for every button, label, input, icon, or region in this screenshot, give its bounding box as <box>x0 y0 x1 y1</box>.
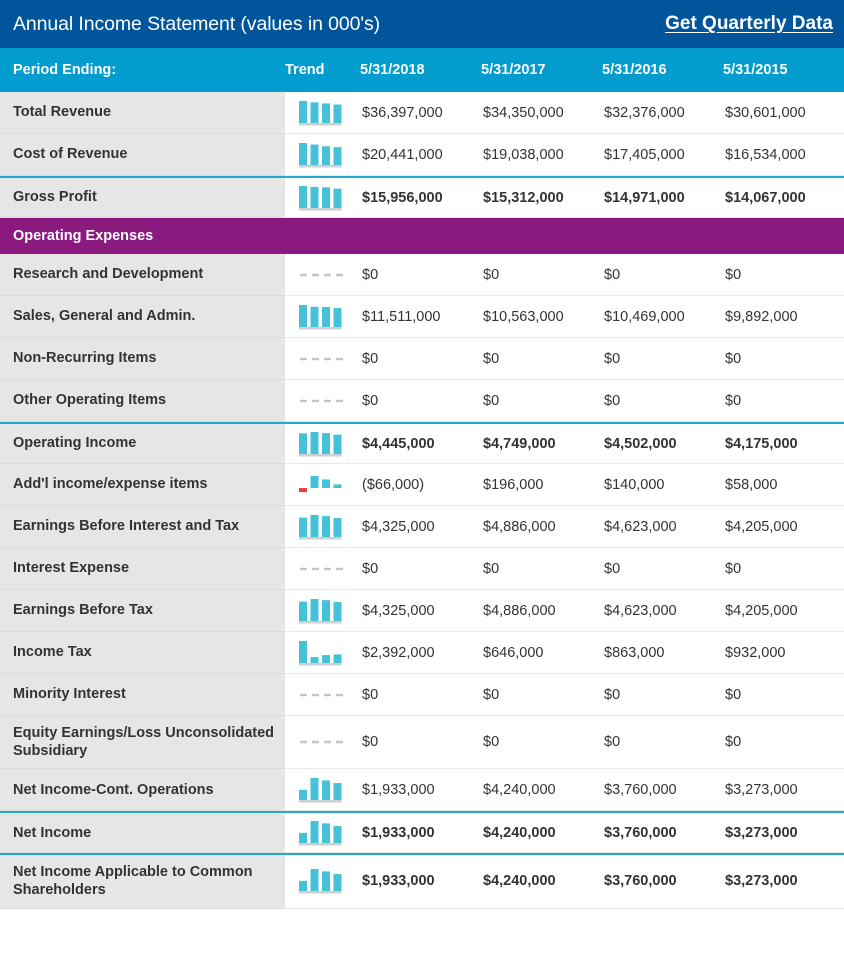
trend-sparkline-icon <box>285 506 360 547</box>
value-cell: $646,000 <box>483 644 544 661</box>
value-cell: $4,240,000 <box>483 781 556 798</box>
row-label: Operating Income <box>0 424 285 464</box>
row-label: Net Income Applicable to Common Shareholders <box>0 855 285 908</box>
row-label: Gross Profit <box>0 178 285 218</box>
column-header-period-2: 5/31/2017 <box>481 62 546 78</box>
trend-sparkline-icon <box>285 548 360 589</box>
value-cell: $58,000 <box>725 476 778 493</box>
value-cell: $3,760,000 <box>604 824 677 841</box>
value-cell: $4,502,000 <box>604 435 677 452</box>
row-label: Net Income <box>0 813 285 853</box>
value-cell: $4,749,000 <box>483 435 556 452</box>
value-cell: $9,892,000 <box>725 308 798 325</box>
table-row <box>0 380 844 422</box>
table-row <box>0 716 844 769</box>
value-cell: $0 <box>725 350 742 367</box>
trend-sparkline-icon <box>285 254 360 295</box>
page-title: Annual Income Statement (values in 000's) <box>13 12 381 35</box>
value-cell: $0 <box>362 392 379 409</box>
value-cell: $14,067,000 <box>725 189 806 206</box>
value-cell: $17,405,000 <box>604 146 685 163</box>
row-label: Sales, General and Admin. <box>0 296 285 338</box>
value-cell: $0 <box>725 560 742 577</box>
row-label: Net Income-Cont. Operations <box>0 769 285 811</box>
table-row <box>0 769 844 811</box>
table-row <box>0 422 844 464</box>
table-row <box>0 254 844 296</box>
value-cell: $0 <box>483 560 500 577</box>
value-cell: $1,933,000 <box>362 781 435 798</box>
row-label: Interest Expense <box>0 548 285 590</box>
value-cell: $32,376,000 <box>604 104 685 121</box>
table-row <box>0 632 844 674</box>
section-header-operating-expenses <box>0 218 844 254</box>
row-label: Income Tax <box>0 632 285 674</box>
trend-sparkline-icon <box>285 716 360 768</box>
value-cell: $3,273,000 <box>725 824 798 841</box>
column-header-period-3: 5/31/2016 <box>602 62 667 78</box>
table-row <box>0 548 844 590</box>
value-cell: $4,205,000 <box>725 602 798 619</box>
value-cell: $0 <box>483 392 500 409</box>
table-row <box>0 296 844 338</box>
value-cell: $4,886,000 <box>483 602 556 619</box>
value-cell: $3,273,000 <box>725 781 798 798</box>
value-cell: $16,534,000 <box>725 146 806 163</box>
value-cell: $0 <box>604 686 621 703</box>
value-cell: $0 <box>362 686 379 703</box>
trend-sparkline-icon <box>285 769 360 810</box>
value-cell: $4,205,000 <box>725 518 798 535</box>
row-label: Minority Interest <box>0 674 285 716</box>
row-label: Add'l income/expense items <box>0 464 285 506</box>
get-quarterly-data-link[interactable]: Get Quarterly Data <box>665 13 833 34</box>
trend-sparkline-icon <box>285 674 360 715</box>
row-label: Non-Recurring Items <box>0 338 285 380</box>
value-cell: $15,956,000 <box>362 189 443 206</box>
table-row <box>0 464 844 506</box>
value-cell: $4,886,000 <box>483 518 556 535</box>
value-cell: $20,441,000 <box>362 146 443 163</box>
value-cell: $4,445,000 <box>362 435 435 452</box>
row-label: Total Revenue <box>0 92 285 134</box>
value-cell: $0 <box>604 266 621 283</box>
value-cell: $196,000 <box>483 476 544 493</box>
statement-rows <box>0 92 844 909</box>
section-header-label: Operating Expenses <box>13 228 154 244</box>
trend-sparkline-icon <box>285 296 360 337</box>
table-row <box>0 506 844 548</box>
table-row <box>0 853 844 908</box>
value-cell: $0 <box>604 560 621 577</box>
table-row <box>0 674 844 716</box>
value-cell: $0 <box>725 392 742 409</box>
value-cell: $19,038,000 <box>483 146 564 163</box>
value-cell: $10,563,000 <box>483 308 564 325</box>
row-label: Research and Development <box>0 254 285 296</box>
value-cell: $932,000 <box>725 644 786 661</box>
value-cell: $3,760,000 <box>604 873 677 890</box>
table-row <box>0 811 844 853</box>
value-cell: $1,933,000 <box>362 873 435 890</box>
trend-sparkline-icon <box>285 92 360 133</box>
column-header-period-ending: Period Ending: <box>13 62 117 78</box>
value-cell: $4,623,000 <box>604 518 677 535</box>
value-cell: $0 <box>604 734 621 751</box>
value-cell: $4,325,000 <box>362 602 435 619</box>
table-row <box>0 590 844 632</box>
value-cell: $0 <box>604 350 621 367</box>
title-bar <box>0 0 844 48</box>
value-cell: $0 <box>725 734 742 751</box>
value-cell: $140,000 <box>604 476 665 493</box>
column-header-period-1: 5/31/2018 <box>360 62 425 78</box>
value-cell: $0 <box>725 266 742 283</box>
value-cell: ($66,000) <box>362 476 425 493</box>
table-row <box>0 176 844 218</box>
value-cell: $34,350,000 <box>483 104 564 121</box>
row-label: Other Operating Items <box>0 380 285 422</box>
value-cell: $0 <box>483 350 500 367</box>
trend-sparkline-icon <box>285 380 360 421</box>
trend-sparkline-icon <box>285 590 360 631</box>
row-label: Earnings Before Tax <box>0 590 285 632</box>
row-label: Equity Earnings/Loss Unconsolidated Subsidiary <box>0 716 285 769</box>
value-cell: $11,511,000 <box>362 308 441 325</box>
trend-sparkline-icon <box>285 464 360 505</box>
trend-sparkline-icon <box>285 338 360 379</box>
trend-sparkline-icon <box>285 813 360 852</box>
value-cell: $0 <box>362 350 379 367</box>
row-label: Cost of Revenue <box>0 134 285 176</box>
trend-sparkline-icon <box>285 134 360 175</box>
value-cell: $14,971,000 <box>604 189 685 206</box>
value-cell: $0 <box>362 560 379 577</box>
table-row <box>0 338 844 380</box>
value-cell: $4,175,000 <box>725 435 798 452</box>
column-header-period-4: 5/31/2015 <box>723 62 788 78</box>
row-label: Earnings Before Interest and Tax <box>0 506 285 548</box>
value-cell: $3,273,000 <box>725 873 798 890</box>
value-cell: $4,623,000 <box>604 602 677 619</box>
column-header-row <box>0 48 844 92</box>
trend-sparkline-icon <box>285 178 360 217</box>
value-cell: $2,392,000 <box>362 644 435 661</box>
value-cell: $0 <box>362 266 379 283</box>
value-cell: $863,000 <box>604 644 665 661</box>
value-cell: $4,240,000 <box>483 824 556 841</box>
trend-sparkline-icon <box>285 424 360 463</box>
value-cell: $4,240,000 <box>483 873 556 890</box>
table-row <box>0 92 844 134</box>
value-cell: $0 <box>483 686 500 703</box>
value-cell: $30,601,000 <box>725 104 806 121</box>
value-cell: $36,397,000 <box>362 104 443 121</box>
table-row <box>0 134 844 176</box>
value-cell: $0 <box>725 686 742 703</box>
column-header-trend: Trend <box>285 62 325 78</box>
trend-sparkline-icon <box>285 855 360 907</box>
value-cell: $4,325,000 <box>362 518 435 535</box>
value-cell: $0 <box>604 392 621 409</box>
value-cell: $3,760,000 <box>604 781 677 798</box>
value-cell: $0 <box>483 734 500 751</box>
value-cell: $15,312,000 <box>483 189 564 206</box>
value-cell: $0 <box>483 266 500 283</box>
trend-sparkline-icon <box>285 632 360 673</box>
value-cell: $1,933,000 <box>362 824 435 841</box>
value-cell: $0 <box>362 734 379 751</box>
value-cell: $10,469,000 <box>604 308 685 325</box>
